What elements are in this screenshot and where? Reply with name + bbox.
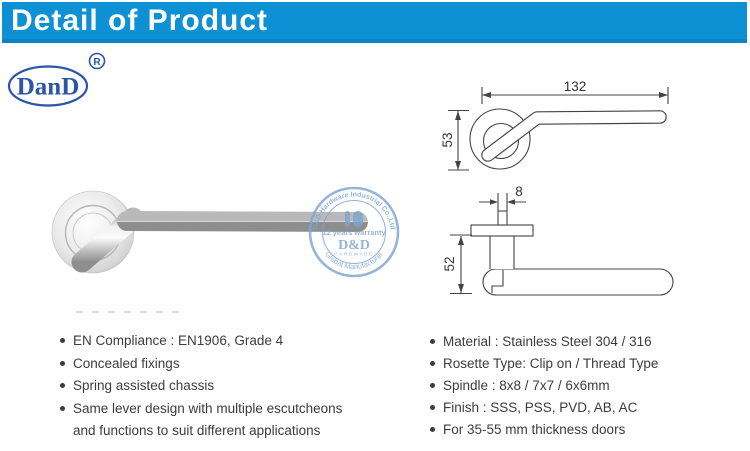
stamp-arc-bottom-text: Global Manufacturer: [323, 249, 385, 272]
side-height-label: 52: [442, 256, 457, 272]
bullet-icon: [430, 339, 435, 344]
watermark-stamp: [310, 188, 398, 276]
feature-text: and functions to suit different applications: [73, 423, 321, 438]
title-banner: [2, 2, 747, 43]
front-height-label: 53: [440, 132, 455, 148]
bullet-icon: [60, 338, 65, 343]
feature-text: For 35-55 mm thickness doors: [443, 422, 626, 437]
front-width-label: 132: [563, 79, 587, 94]
list-item: [430, 357, 745, 371]
bullet-icon: [430, 361, 435, 366]
stamp-sub-text: HARDWARE: [334, 251, 374, 257]
feature-list-right: [430, 335, 745, 437]
bullet-icon: [60, 383, 65, 388]
faded-caption-dashes: [76, 311, 188, 313]
bullet-icon: [60, 406, 65, 411]
list-item: [430, 379, 745, 393]
brand-logo: [6, 50, 118, 114]
front-view-drawing: [448, 87, 668, 170]
stamp-logo-icon: [345, 211, 363, 227]
feature-text: Material : Stainless Steel 304 / 316: [443, 334, 652, 349]
list-item: [60, 402, 400, 416]
list-item-continuation: [60, 424, 400, 438]
product-photo: [28, 178, 408, 304]
svg-text:R: R: [93, 56, 101, 68]
list-item: [430, 401, 745, 415]
feature-list-left: [60, 334, 400, 438]
feature-text: Rosette Type: Clip on / Thread Type: [443, 356, 659, 371]
side-spindle-label: 8: [515, 184, 523, 199]
bullet-icon: [430, 383, 435, 388]
bullet-icon: [430, 405, 435, 410]
logo-text: DanD: [16, 73, 80, 101]
registered-trademark-icon: [90, 54, 105, 69]
bullet-icon: [60, 361, 65, 366]
stamp-warranty-text: 12 years warranty: [322, 228, 386, 237]
page-title: Detail of Product: [11, 3, 269, 37]
list-item: [430, 423, 745, 437]
feature-text: EN Compliance : EN1906, Grade 4: [73, 333, 284, 348]
bullet-icon: [430, 427, 435, 432]
feature-text: Concealed fixings: [73, 355, 180, 371]
feature-text: Spindle : 8x8 / 7x7 / 6x6mm: [443, 378, 610, 393]
feature-text: Finish : SSS, PSS, PVD, AB, AC: [443, 400, 638, 415]
stamp-arc-top-text: D&D Hardware Industrial Co.,Ltd: [312, 191, 396, 231]
list-item: [60, 379, 400, 393]
list-item: [430, 335, 745, 349]
technical-drawings: [430, 60, 750, 310]
stamp-brand-text: D&D: [338, 238, 370, 253]
list-item: [60, 357, 400, 371]
list-item: [60, 334, 400, 348]
feature-text: Spring assisted chassis: [73, 378, 215, 393]
side-view-drawing: [450, 193, 673, 295]
feature-text: Same lever design with multiple escutcheons: [73, 400, 343, 416]
